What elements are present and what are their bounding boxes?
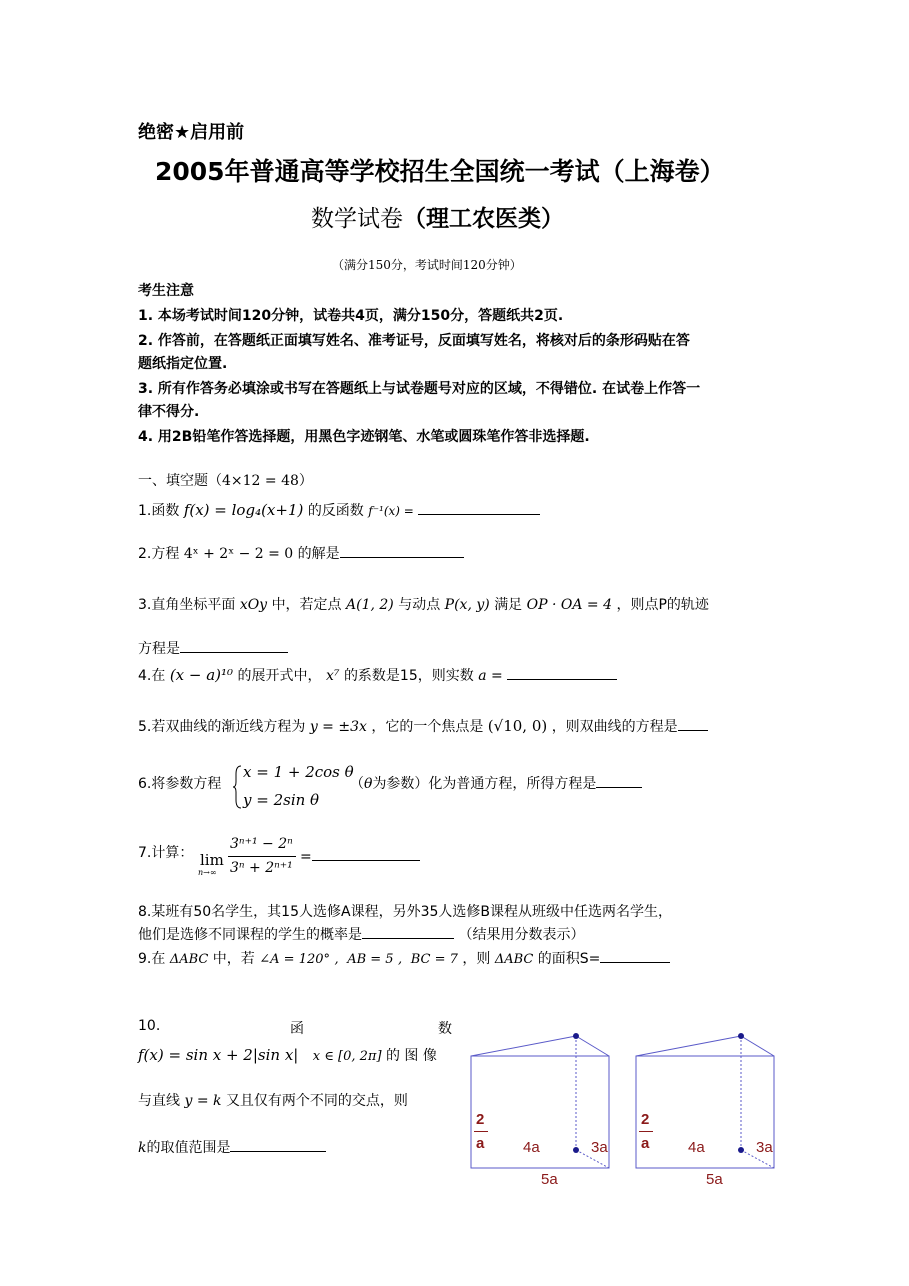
exam-title: 2005年普通高等学校招生全国统一考试（上海卷） (155, 157, 725, 186)
q7-numerator: 3ⁿ⁺¹ − 2ⁿ (230, 836, 293, 852)
note-3a: 3. 所有作答务必填涂或书写在答题纸上与试卷题号对应的区域，不得错位. 在试卷上作答一 (138, 381, 701, 397)
exam-subtitle (311, 200, 564, 233)
question-10-num: 10. (138, 1018, 161, 1034)
prism-1-front-face (471, 1056, 609, 1168)
subtitle-paren: （理工农医类） (403, 206, 564, 232)
prism-2-vertex-dot-2 (738, 1147, 744, 1153)
answer-blank-4[interactable] (507, 665, 617, 680)
question-8-line2: 他们是选修不同课程的学生的概率是 （结果用分数表示） (138, 924, 584, 944)
question-3-line2: 方程是 (138, 638, 288, 658)
fig2-label-5a: 5a (706, 1171, 723, 1188)
question-4: 4.在 (x − a)¹⁰ 的展开式中， x⁷ 的系数是15，则实数 a = (138, 665, 617, 685)
question-2: 2.方程 4ˣ + 2ˣ − 2 = 0 的解是 (138, 543, 464, 563)
prism-2-vertex-dot (738, 1033, 744, 1039)
question-7-pre: 7.计算： (138, 845, 194, 861)
note-4: 4. 用2B铅笔作答选择题，用黑色字迹钢笔、水笔或圆珠笔作答非选择题. (138, 429, 590, 445)
q7-eq: = (300, 846, 420, 865)
question-10-w1: 函 (290, 1021, 304, 1037)
answer-blank-1[interactable] (418, 500, 540, 515)
q7-lim-sub: n→∞ (198, 868, 217, 877)
note-2b: 题纸指定位置. (138, 356, 228, 372)
question-10-w2: 数 (438, 1021, 452, 1037)
score-time: （满分150分，考试时间120分钟） (332, 258, 522, 272)
question-6-pre: 6.将参数方程 (138, 776, 222, 792)
note-2a: 2. 作答前，在答题纸正面填写姓名、准考证号，反面填写姓名，将核对后的条形码贴在答 (138, 333, 690, 349)
q6-eq1: x = 1 + 2cos θ (243, 763, 354, 781)
q7-lim: lim (200, 851, 224, 869)
answer-blank-8[interactable] (362, 924, 454, 939)
notes-heading: 考生注意 (138, 283, 194, 299)
prism-2-top-edge (636, 1036, 741, 1056)
fig1-label-5a: 5a (541, 1171, 558, 1188)
q7-denominator: 3ⁿ + 2ⁿ⁺¹ (230, 860, 293, 876)
question-10-line3: 与直线 y = k 又且仅有两个不同的交点，则 (138, 1093, 408, 1109)
answer-blank-2[interactable] (340, 543, 464, 558)
fig1-label-2: 2 (476, 1111, 485, 1128)
fig2-label-4a: 4a (688, 1139, 705, 1156)
answer-blank-5[interactable] (678, 716, 708, 731)
prism-2-front-face (636, 1056, 774, 1168)
q6-eq2: y = 2sin θ (243, 791, 320, 809)
answer-blank-6[interactable] (596, 773, 642, 788)
q7-fraction-bar (228, 856, 296, 857)
answer-blank-3[interactable] (180, 638, 288, 653)
answer-blank-7[interactable] (312, 846, 420, 861)
prism-1-top-edge-2 (576, 1036, 609, 1056)
fig2-fraction-bar (639, 1131, 653, 1132)
question-9: 9.在 ΔABC 中，若 ∠A = 120° , AB = 5 , BC = 7 ，则 ΔABC 的面积S= (138, 948, 670, 968)
question-10-line4: k的取值范围是 (138, 1137, 326, 1157)
fig2-label-3a: 3a (756, 1139, 773, 1156)
question-8-line1: 8.某班有50名学生，其15人选修A课程，另外35人选修B课程从班级中任选两名学生， (138, 904, 672, 920)
fig2-label-2: 2 (641, 1111, 650, 1128)
prism-1-vertex-dot (573, 1033, 579, 1039)
question-1: 1.函数 f(x) = log₄(x+1) 的反函数 f⁻¹(x) = (138, 500, 540, 520)
question-10-line2: f(x) = sin x + 2|sin x| x ∈ [0, 2π] 的 图 像 (138, 1046, 437, 1064)
prism-2-top-edge-2 (741, 1036, 774, 1056)
fig1-label-3a: 3a (591, 1139, 608, 1156)
note-3b: 律不得分. (138, 404, 200, 420)
secret-label: 绝密★启用前 (138, 122, 245, 143)
section-title: 一、填空题（4×12 = 48） (138, 473, 313, 489)
question-5: 5.若双曲线的渐近线方程为 y = ±3x ，它的一个焦点是 (√10, 0) ，则双曲线的方程是 (138, 716, 708, 736)
note-1: 1. 本场考试时间120分钟，试卷共4页，满分150分，答题纸共2页. (138, 308, 564, 324)
prism-1-top-edge (471, 1036, 576, 1056)
fig2-label-a: a (641, 1135, 650, 1152)
question-3: 3.直角坐标平面 xOy 中，若定点 A(1, 2) 与动点 P(x, y) 满足 OP · OA = 4 ，则点P的轨迹 (138, 597, 709, 613)
question-6-post: （θ为参数）化为普通方程，所得方程是 (350, 773, 642, 793)
answer-blank-9[interactable] (600, 948, 670, 963)
prism-1-vertex-dot-2 (573, 1147, 579, 1153)
fig1-label-a: a (476, 1135, 485, 1152)
fig1-fraction-bar (474, 1131, 488, 1132)
answer-blank-10[interactable] (230, 1137, 326, 1152)
subtitle-main: 数学试卷 (311, 206, 403, 232)
fig1-label-4a: 4a (523, 1139, 540, 1156)
